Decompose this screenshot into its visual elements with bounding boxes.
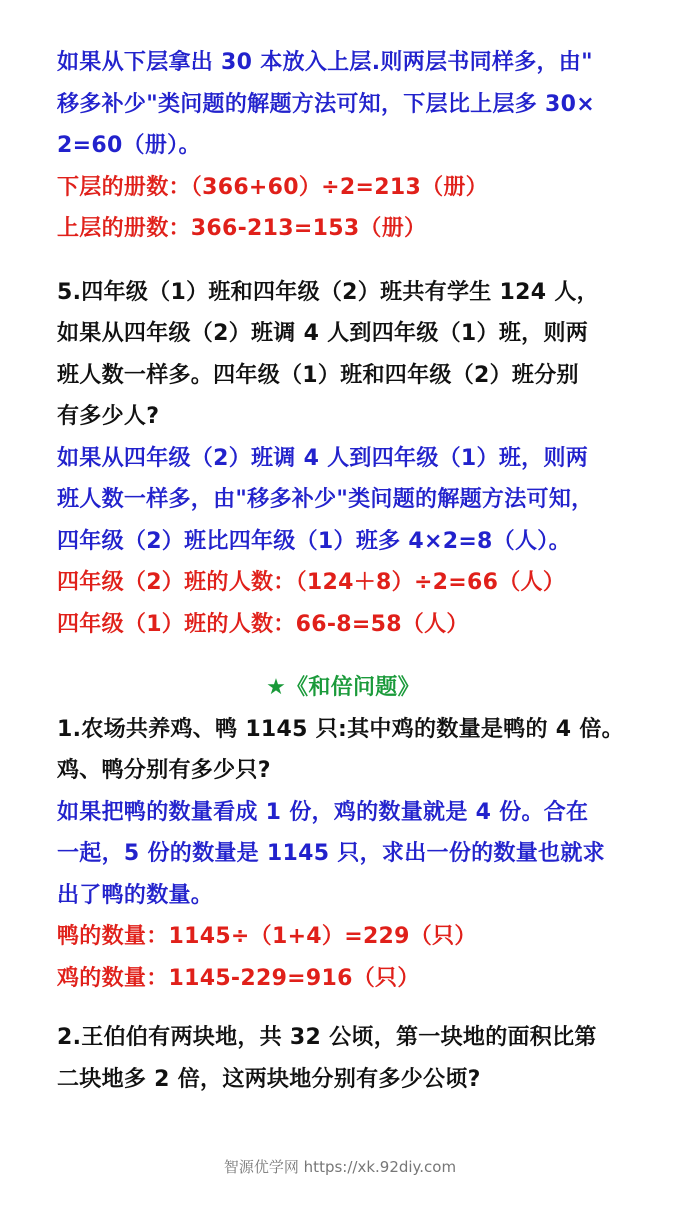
q1-explanation [57, 792, 629, 917]
spacer [57, 645, 629, 667]
question-1 [57, 709, 629, 792]
explanation-line: 2=60（册）。 [57, 133, 201, 158]
question-line: 鸡、鸭分别有多少只? [57, 758, 271, 783]
question-line: 2.王伯伯有两块地，共 32 公顷，第一块地的面积比第 [57, 1025, 597, 1050]
document-page [57, 42, 629, 1100]
question-line: 班人数一样多。四年级（1）班和四年级（2）班分别 [57, 362, 579, 388]
explanation-line: 如果从下层拿出 30 本放入上层.则两层书同样多，由" [57, 50, 593, 75]
explanation-line: 四年级（2）班比四年级（1）班多 4×2=8（人）。 [57, 528, 571, 554]
footer-watermark: 智源优学网 https://xk.92diy.com [223, 1158, 457, 1176]
prev-explanation [57, 42, 629, 167]
answer-line: 下层的册数：（366+60）÷2=213（册） [57, 174, 488, 200]
prev-answers [57, 167, 629, 250]
answer-line: 上层的册数：366-213=153（册） [57, 216, 427, 241]
explanation-line: 移多补少"类问题的解题方法可知，下层比上层多 30× [57, 91, 595, 117]
q5-answers [57, 562, 629, 645]
explanation-line: 班人数一样多，由"移多补少"类问题的解题方法可知， [57, 487, 594, 512]
answer-line: 四年级（1）班的人数：66-8=58（人） [57, 611, 469, 637]
question-2 [57, 1017, 629, 1100]
explanation-line: 如果把鸭的数量看成 1 份，鸡的数量就是 4 份。合在 [57, 799, 589, 825]
question-line: 5.四年级（1）班和四年级（2）班共有学生 124 人， [57, 279, 599, 305]
explanation-line: 如果从四年级（2）班调 4 人到四年级（1）班，则两 [57, 445, 589, 471]
answer-line: 鸭的数量：1145÷（1+4）=229（只） [57, 924, 477, 949]
q1-answers [57, 916, 629, 999]
explanation-line: 出了鸭的数量。 [57, 882, 214, 908]
question-line: 1.农场共养鸡、鸭 1145 只:其中鸡的数量是鸭的 4 倍。 [57, 716, 624, 742]
spacer [57, 250, 629, 272]
question-line: 二块地多 2 倍，这两块地分别有多少公顷? [57, 1066, 481, 1092]
question-5 [57, 272, 629, 438]
question-line: 有多少人? [57, 404, 160, 429]
answer-line: 四年级（2）班的人数：（124＋8）÷2=66（人） [57, 570, 566, 595]
answer-line: 鸡的数量：1145-229=916（只） [57, 965, 420, 991]
section-heading: ★《和倍问题》 [266, 675, 420, 700]
question-line: 如果从四年级（2）班调 4 人到四年级（1）班，则两 [57, 321, 589, 346]
spacer [57, 999, 629, 1017]
q5-explanation [57, 438, 629, 563]
explanation-line: 一起，5 份的数量是 1145 只，求出一份的数量也就求 [57, 841, 605, 866]
